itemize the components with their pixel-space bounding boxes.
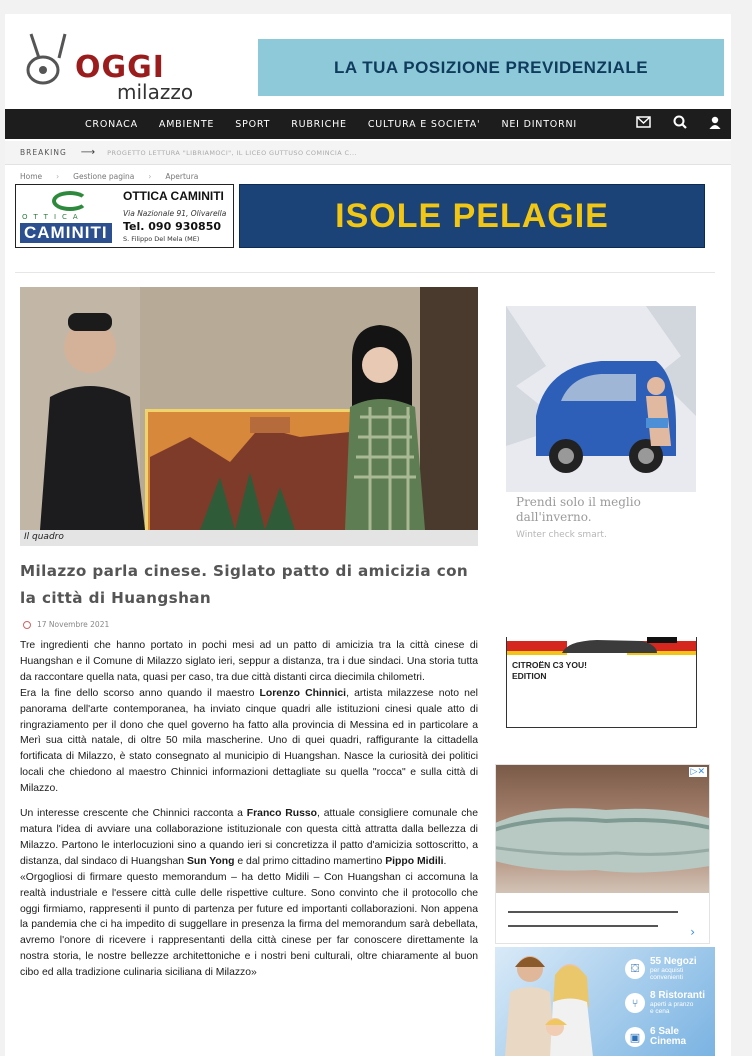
logo-text: OGGI — [75, 50, 165, 85]
article-title: Milazzo parla cinese. Siglato patto di amicizia con la città di Huangshan — [20, 562, 469, 607]
nav-item-rubriche[interactable]: RUBRICHE — [291, 118, 347, 130]
shopping-bag-icon: ⛋ — [625, 959, 645, 979]
breadcrumb — [20, 169, 198, 183]
mall-feature-cinema: ▣ 6 Sale Cinema — [625, 1027, 686, 1047]
ottica-brand-small: OTTICA — [22, 213, 84, 221]
article-paragraph: Un interesse crescente che Chinnici racconta a Franco Russo, attuale consigliere comunale che matura l'idea di avviare una collaborazione istituzionale con questa città attratta dalla bellezza di Milazzo. Partono le interlocuzioni sino a quando ieri si concretizza il patto d'amicizia sottoscritto, a distanza, dal sindaco di Huangshan Sun Yong e dal primo cittadino mamertino Pippo Midili. — [20, 808, 478, 867]
main-nav — [5, 109, 731, 139]
logo-mark-icon — [21, 30, 81, 100]
sidebar-ad-citroen[interactable] — [506, 637, 697, 728]
divider — [15, 272, 715, 273]
breadcrumb-gestione[interactable]: Gestione pagina — [73, 171, 135, 181]
ottica-logo-icon — [52, 191, 88, 211]
ad-text-placeholder — [508, 925, 658, 927]
article-paragraph: Era la fine dello scorso anno quando il maestro Lorenzo Chinnici, artista milazzese noto nel panorama dell'arte contemporanea, ha inviato cinque quadri alle istituzioni cinesi quale atto di ringraziamento per il dono che quel governo ha fatto alla provincia di Messina ed in particolare a Merì sua città natale, di oltre 50 mila mascherine. Uno di quei quadri, raffigurante la cittadella fortificata di Milazzo, è stato consegnato al municipio di Huangshan. Nasce la curiosità dei politici locali che chiedono al maestro Chinnici informazioni dettagliate su quella "rocca" e sulla città di Milazzo. — [20, 687, 478, 795]
breadcrumb-current: Apertura — [165, 171, 199, 181]
sidebar-ad-citroen-text: CITROËN C3 YOU! EDITION — [512, 660, 587, 681]
nav-item-sport[interactable]: SPORT — [235, 118, 271, 130]
photo-caption: Il quadro — [20, 530, 478, 546]
site-logo[interactable] — [21, 30, 221, 104]
nav-item-dintorni[interactable]: NEI DINTORNI — [501, 118, 577, 130]
ad-ottica-caminiti[interactable] — [15, 184, 234, 248]
breaking-news-bar — [5, 141, 731, 165]
sidebar-ad-smart-tagline: Winter check smart. — [516, 530, 607, 540]
user-icon[interactable] — [709, 116, 721, 133]
top-banner-text: LA TUA POSIZIONE PREVIDENZIALE — [333, 57, 649, 77]
chevron-right-icon: › — [56, 171, 60, 181]
nav-item-cronaca[interactable]: CRONACA — [85, 118, 138, 130]
ad-isole-pelagie[interactable] — [239, 184, 705, 248]
ottica-address: Via Nazionale 91, Olivarella — [123, 209, 227, 218]
mall-feature-negozi: ⛋ 55 Negozi per acquisti convenienti — [625, 957, 697, 981]
breaking-label: BREAKING — [20, 148, 67, 157]
mail-icon[interactable] — [636, 116, 651, 132]
ottica-phone: Tel. 090 930850 — [123, 220, 221, 233]
article-date — [23, 620, 109, 629]
page — [5, 14, 731, 1056]
search-icon[interactable] — [673, 115, 687, 133]
article-paragraph: Tre ingredienti che hanno portato in pochi mesi ad un patto di amicizia tra la città cinese di Huangshan e il Comune di Milazzo siglato ieri, seppur a distanza, tra i due sindaci. Una storia tutta da raccontare quella nata, quasi per caso, tra due città distanti circa diecimila chilometri. — [20, 640, 478, 683]
chevron-right-icon: › — [148, 171, 152, 181]
article-body — [20, 638, 478, 981]
ad-citroen-image — [507, 637, 697, 657]
sidebar-ad-smart[interactable] — [506, 306, 696, 544]
chevron-right-icon[interactable]: › — [690, 925, 695, 939]
sidebar-ad-mall[interactable] — [495, 947, 715, 1056]
arrow-right-icon: ⟶ — [80, 147, 96, 158]
ad-mall-image — [495, 947, 615, 1056]
article-date-text: 17 Novembre 2021 — [37, 620, 110, 629]
ad-native-image — [496, 765, 710, 893]
ottica-location: S. Filippo Del Mela (ME) — [123, 235, 200, 243]
ad-pelagie-text: ISOLE PELAGIE — [335, 196, 609, 235]
ottica-name: OTTICA CAMINITI — [123, 189, 224, 203]
article-photo[interactable] — [20, 287, 478, 530]
sidebar-ad-native[interactable] — [495, 764, 710, 944]
ottica-brand: CAMINITI — [20, 223, 112, 243]
ad-car-image — [506, 306, 696, 492]
ad-text-placeholder — [508, 911, 678, 913]
nav-item-cultura[interactable]: CULTURA E SOCIETA' — [367, 118, 481, 130]
cutlery-icon: ⑂ — [625, 993, 645, 1013]
film-icon: ▣ — [625, 1027, 645, 1047]
top-banner-ad[interactable] — [258, 39, 724, 96]
mall-feature-ristoranti: ⑂ 8 Ristoranti aperti a pranzo e cena — [625, 991, 705, 1015]
ad-choices-icon[interactable]: ▷✕ — [690, 767, 705, 777]
article-paragraph: «Orgogliosi di firmare questo memorandum – ha detto Midili – Con Huangshan ci accomuna la realtà industriale e l'essere città culle delle rispettive culture. Sono convinto che il protocollo che oggi firmiamo, rappresenti il punto di partenza per future ed importanti collaborazioni. Non appena la pandemia che ci ha impedito di suggellare in presenza la firma del memorandum sarà debellata, avremo l'onore di ricevere i rappresentanti della città cinese per far conoscere direttamente la nostra storia, le nostre bellezze architettoniche e i nostri beni culturali, oltre chiaramente al buon cibo ed alla tradizione culinaria siciliana di Milazzo» — [20, 871, 478, 979]
nav-item-ambiente[interactable]: AMBIENTE — [158, 118, 215, 130]
breadcrumb-home[interactable]: Home — [20, 171, 43, 181]
clock-icon — [23, 621, 31, 629]
breaking-headline[interactable]: PROGETTO LETTURA "LIBRIAMOCI", IL LICEO GUTTUSO COMINCIA C... — [107, 148, 357, 157]
logo-subtext: milazzo — [117, 80, 194, 104]
sidebar-ad-smart-text: Prendi solo il meglio dall'inverno. — [516, 495, 641, 524]
